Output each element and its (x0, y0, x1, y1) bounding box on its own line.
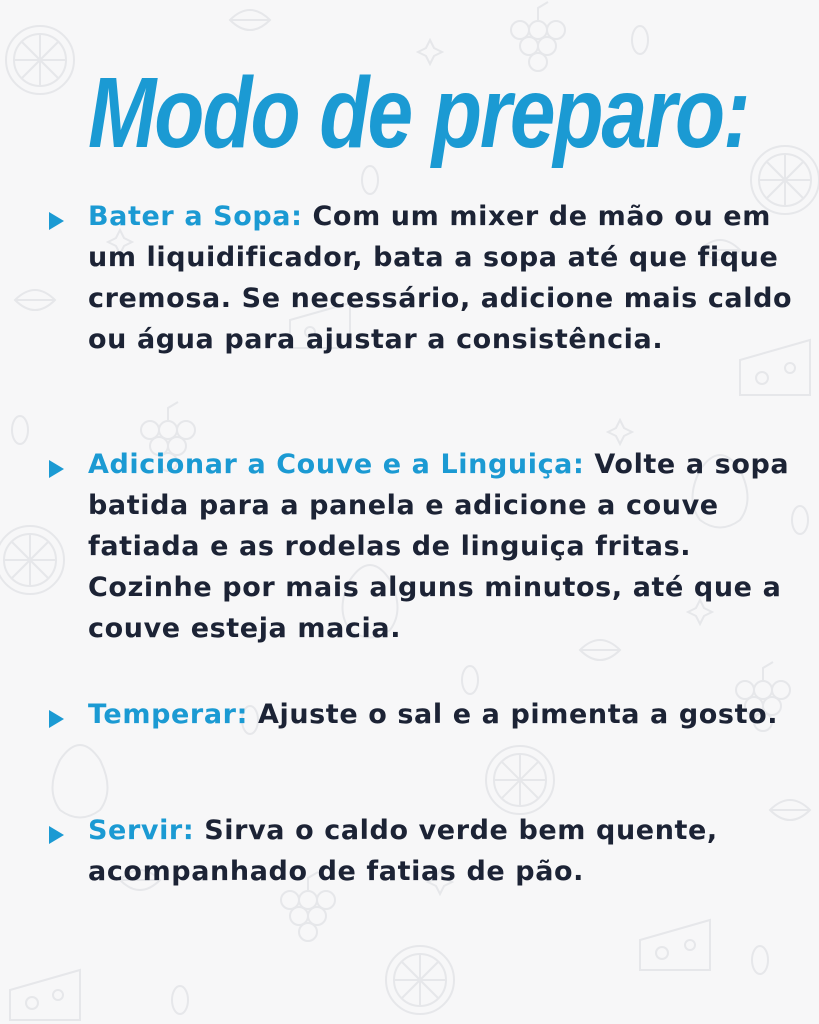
step-text: Sirva o caldo verde bem quente, acompanhado de fatias de pão. (88, 815, 718, 887)
step-label: Temperar: (88, 699, 248, 730)
step-servir (88, 810, 793, 892)
play-triangle-icon (49, 710, 64, 728)
step-text: Com um mixer de mão ou em um liquidificador, bata a sopa até que fique cremosa. Se necessário, adicione mais caldo ou água para ajustar a consistência. (88, 201, 793, 355)
step-text: Ajuste o sal e a pimenta a gosto. (257, 699, 779, 730)
step-label: Servir: (88, 815, 195, 846)
step-text: Volte a sopa batida para a panela e adicione a couve fatiada e as rodelas de linguiça fritas. Cozinhe por mais alguns minutos, até que a couve esteja macia. (88, 449, 790, 644)
step-adicionar-couve-linguica (88, 444, 793, 649)
play-triangle-icon (49, 826, 64, 844)
step-bater-a-sopa (88, 196, 793, 360)
page-title: Modo de preparo: (88, 57, 749, 169)
play-triangle-icon (49, 212, 64, 230)
step-label: Bater a Sopa: (88, 201, 303, 232)
step-label: Adicionar a Couve e a Linguiça: (88, 449, 585, 480)
step-temperar (88, 694, 793, 735)
play-triangle-icon (49, 460, 64, 478)
